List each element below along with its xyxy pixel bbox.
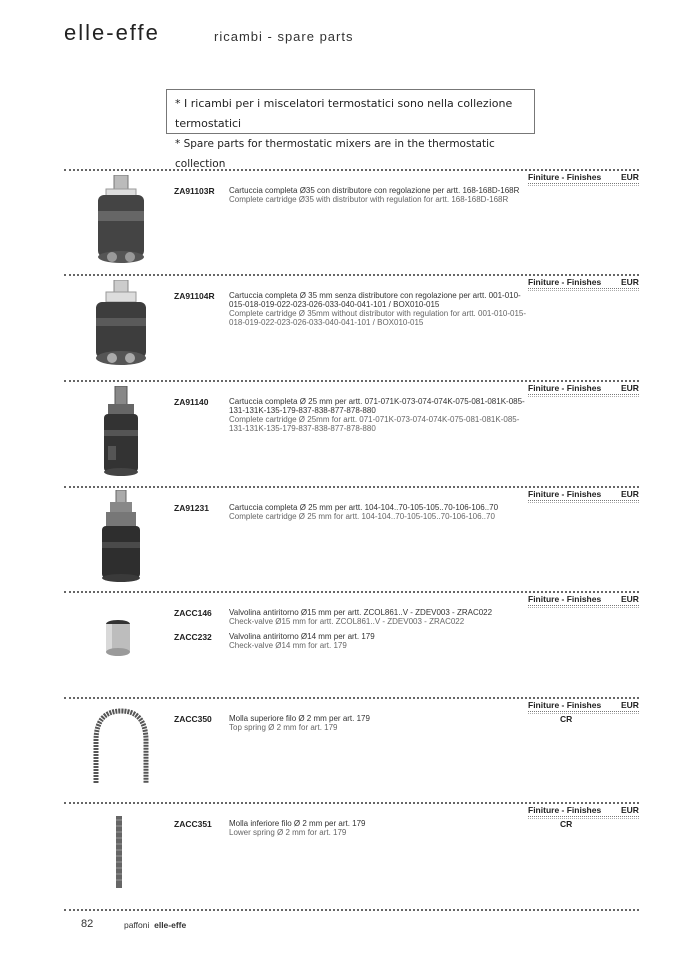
currency-label: EUR — [621, 805, 639, 815]
check-valve-icon — [104, 619, 132, 657]
item-code: ZA91104R — [174, 291, 215, 301]
footer-brand-name: elle-effe — [154, 920, 187, 930]
notice-box — [166, 89, 535, 170]
finishes-label: Finiture - Finishes — [528, 594, 602, 604]
divider — [64, 274, 639, 276]
cartridge-35-icon — [92, 175, 150, 265]
footer-brand-prefix: paffoni — [124, 920, 150, 930]
item-desc-it: Molla superiore filo Ø 2 mm per art. 179 — [229, 714, 370, 723]
item-desc-en: Complete cartridge Ø35 with distributor with regulation for artt. 168-168D-168R — [229, 195, 509, 204]
notice-line-it: * I ricambi per i miscelatori termostatici sono nella collezione termostatici — [175, 97, 513, 130]
finish-value: CR — [560, 819, 573, 829]
currency-label: EUR — [621, 489, 639, 499]
divider — [64, 591, 639, 593]
item-desc-it: Valvolina antiritorno Ø15 mm per artt. ZCOL861..V - ZDEV003 - ZRAC022 — [229, 608, 493, 617]
finishes-label: Finiture - Finishes — [528, 489, 602, 499]
item-desc-it: Molla inferiore filo Ø 2 mm per art. 179 — [229, 819, 366, 828]
item-section — [64, 802, 639, 907]
item-code: ZACC350 — [174, 714, 212, 724]
divider — [64, 380, 639, 382]
currency-label: EUR — [621, 383, 639, 393]
lower-spring-icon — [114, 816, 124, 888]
divider — [64, 802, 639, 804]
divider — [64, 697, 639, 699]
item-section — [64, 274, 639, 379]
finishes-label: Finiture - Finishes — [528, 383, 602, 393]
notice-line-en: * Spare parts for thermostatic mixers are in the thermostatic collection — [175, 138, 495, 170]
page-number: 82 — [81, 918, 94, 930]
item-code: ZA91140 — [174, 397, 209, 407]
divider — [64, 169, 639, 171]
footer-brand — [124, 920, 186, 930]
item-desc-en: Complete cartridge Ø 25 mm for artt. 104-104..70-105-105..70-106-106..70 — [229, 512, 495, 521]
item-section — [64, 697, 639, 802]
currency-label: EUR — [621, 594, 639, 604]
item-code: ZACC351 — [174, 819, 212, 829]
item-section — [64, 486, 639, 591]
item-desc-it: Cartuccia completa Ø 25 mm per artt. 071-071K-073-074-074K-075-081-081K-085-131-131K-135-179-837-838-877-878-880 — [229, 397, 525, 415]
item-section — [64, 380, 639, 485]
item-desc-en: Top spring Ø 2 mm for art. 179 — [229, 723, 338, 732]
cartridge-25-long-icon — [96, 490, 146, 582]
item-code: ZA91103R — [174, 186, 215, 196]
item-desc-it: Cartuccia completa Ø35 con distributore con regolazione per artt. 168-168D-168R — [229, 186, 520, 195]
item-section — [64, 591, 639, 696]
finishes-label: Finiture - Finishes — [528, 172, 602, 182]
finishes-label: Finiture - Finishes — [528, 277, 602, 287]
currency-label: EUR — [621, 700, 639, 710]
currency-label: EUR — [621, 277, 639, 287]
item-code: ZACC232 — [174, 632, 212, 642]
item-desc-it: Cartuccia completa Ø 35 mm senza distributore con regolazione per artt. 001-010-015-018-019-022-023-026-033-040-041-101 / BOX010-015 — [229, 291, 521, 309]
item-code: ZACC146 — [174, 608, 212, 618]
item-desc-it: Cartuccia completa Ø 25 mm per artt. 104-104..70-105-105..70-106-106..70 — [229, 503, 499, 512]
finishes-label: Finiture - Finishes — [528, 700, 602, 710]
top-spring-icon — [88, 707, 154, 787]
divider — [64, 486, 639, 488]
item-desc-en: Lower spring Ø 2 mm for art. 179 — [229, 828, 347, 837]
item-desc-en: Check-valve Ø14 mm for art. 179 — [229, 641, 347, 650]
cartridge-25-icon — [98, 386, 144, 478]
currency-label: EUR — [621, 172, 639, 182]
item-desc-en: Check-valve Ø15 mm for artt. ZCOL861..V - ZDEV003 - ZRAC022 — [229, 617, 465, 626]
item-desc-en: Complete cartridge Ø 25mm for artt. 071-071K-073-074-074K-075-081-081K-085-131-131K-135-179-837-838-877-878-880 — [229, 415, 520, 433]
item-section — [64, 169, 639, 274]
finish-value: CR — [560, 714, 573, 724]
item-desc-en: Complete cartridge Ø 35mm without distributor with regulation for artt. 001-010-015-018-019-022-023-026-033-040-041-101 / BOX010-015 — [229, 309, 527, 327]
item-code: ZA91231 — [174, 503, 209, 513]
item-desc-it: Valvolina antiritorno Ø14 mm per art. 179 — [229, 632, 375, 641]
finishes-label: Finiture - Finishes — [528, 805, 602, 815]
brand-title: elle-effe — [64, 20, 160, 45]
page-subtitle: ricambi - spare parts — [214, 29, 354, 44]
footer-divider — [64, 909, 639, 911]
cartridge-35-no-distributor-icon — [90, 280, 152, 370]
